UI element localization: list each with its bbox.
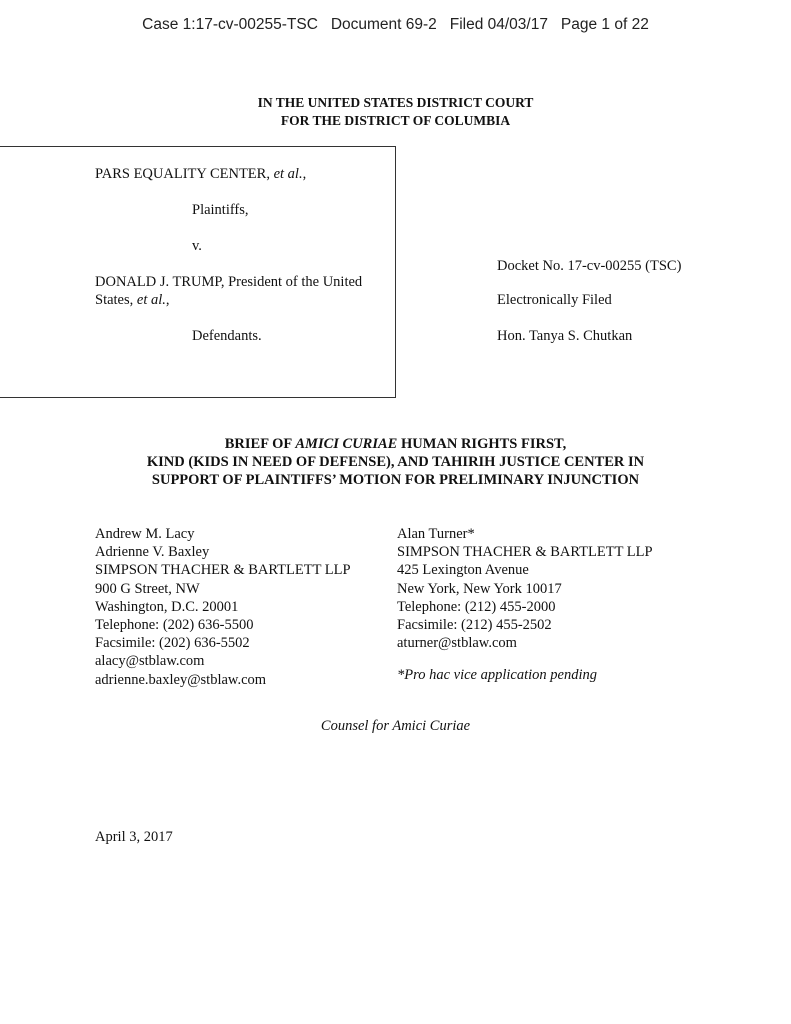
filing-date: April 3, 2017 [95,829,173,845]
document-number: Document 69-2 [330,16,437,33]
counsel-right-line: New York, New York 10017 [397,580,562,597]
defendant-line2-text: States, [95,292,137,308]
plaintiff-suffix: , [302,166,307,182]
brief-title-amici: AMICI CURIAE [295,436,398,452]
defendants-label: Defendants. [192,328,262,344]
counsel-left-line: Telephone: (202) 636-5500 [95,617,254,634]
court-heading-line1: IN THE UNITED STATES DISTRICT COURT [257,95,534,110]
defendant-line1: DONALD J. TRUMP, President of the United [95,274,363,290]
pro-hac-vice-note: *Pro hac vice application pending [397,667,597,683]
counsel-left-block [95,525,351,689]
defendant-suffix: , [165,292,170,308]
counsel-right-line: Facsimile: (212) 455-2502 [397,617,552,634]
brief-title-line2: KIND (KIDS IN NEED OF DEFENSE), AND TAHIRIH JUSTICE CENTER IN [146,454,645,470]
defendant-etal: et al. [136,292,166,308]
brief-title-line1 [0,436,791,453]
docket-number: Docket No. 17-cv-00255 (TSC) [497,258,682,274]
brief-title-prefix: BRIEF OF [224,436,296,452]
counsel-left-line: SIMPSON THACHER & BARTLETT LLP [95,562,351,579]
judge-name: Hon. Tanya S. Chutkan [497,328,633,344]
case-number: Case 1:17-cv-00255-TSC [142,16,318,33]
counsel-right-email: aturner@stblaw.com [397,635,517,652]
plaintiff-name-text: PARS EQUALITY CENTER, [95,166,274,182]
plaintiff-name [95,166,306,183]
counsel-left-email: alacy@stblaw.com [95,653,205,670]
counsel-right-line: SIMPSON THACHER & BARTLETT LLP [397,544,653,561]
counsel-right-block [397,525,653,652]
caption-box [0,146,396,398]
counsel-right-line: Alan Turner* [397,526,475,542]
ecf-header-stamp [0,16,791,34]
versus: v. [192,238,202,254]
counsel-right-line: Telephone: (212) 455-2000 [397,598,556,615]
counsel-left-line: Facsimile: (202) 636-5502 [95,635,250,652]
brief-title-suffix: HUMAN RIGHTS FIRST, [397,436,567,452]
counsel-right-line: 425 Lexington Avenue [397,562,529,579]
filed-date: Filed 04/03/17 [449,16,548,33]
counsel-left-line: Washington, D.C. 20001 [95,598,239,615]
brief-title-line3: SUPPORT OF PLAINTIFFS’ MOTION FOR PRELIMINARY INJUNCTION [151,472,640,488]
filing-method: Electronically Filed [497,292,612,308]
court-heading-line2: FOR THE DISTRICT OF COLUMBIA [280,113,511,128]
counsel-left-line: 900 G Street, NW [95,580,200,597]
counsel-left-line: Adrienne V. Baxley [95,544,210,561]
plaintiff-etal: et al. [273,166,303,182]
counsel-for-amici: Counsel for Amici Curiae [320,718,471,734]
counsel-left-line: Andrew M. Lacy [95,526,195,542]
plaintiffs-label: Plaintiffs, [192,202,249,218]
counsel-left-email: adrienne.baxley@stblaw.com [95,671,267,688]
page-indicator: Page 1 of 22 [560,16,649,33]
defendant-line2 [95,292,170,309]
